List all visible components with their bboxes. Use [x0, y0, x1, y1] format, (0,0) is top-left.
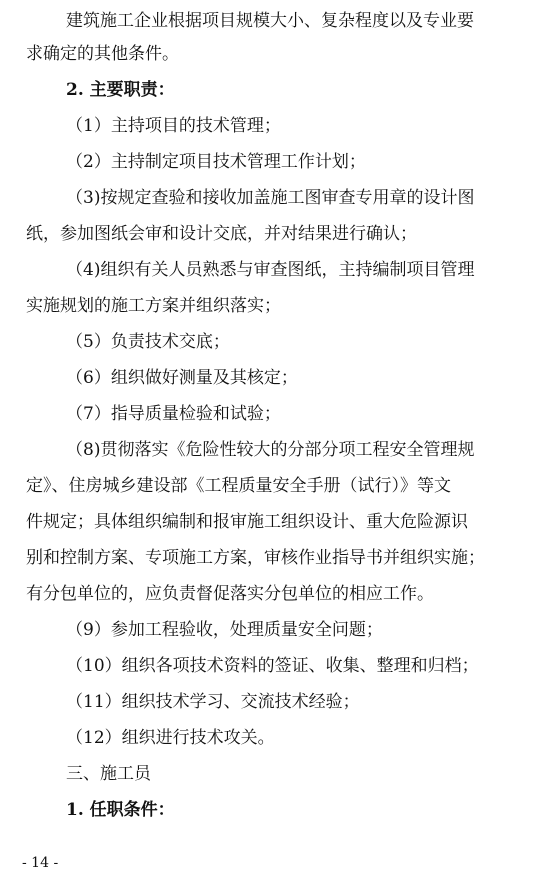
list-item-continuation: 实施规划的施工方案并组织落实； — [26, 296, 281, 316]
list-item: （8)贯彻落实《危险性较大的分部分项工程安全管理规 — [66, 440, 475, 460]
list-item: （2）主持制定项目技术管理工作计划； — [66, 152, 366, 172]
list-item-continuation: 纸，参加图纸会审和设计交底，并对结果进行确认； — [26, 224, 417, 244]
list-item-continuation: 别和控制方案、专项施工方案，审核作业指导书并组织实施； — [26, 548, 485, 568]
list-item: （1）主持项目的技术管理； — [66, 116, 281, 136]
list-item-continuation: 定》、住房城乡建设部《工程质量安全手册（试行）》等文 — [26, 476, 451, 496]
section-heading: 1. 任职条件： — [66, 800, 175, 820]
list-item: （4)组织有关人员熟悉与审查图纸，主持编制项目管理 — [66, 260, 475, 280]
list-item: （6）组织做好测量及其核定； — [66, 368, 298, 388]
page-number: - 14 - — [22, 855, 59, 871]
list-item-continuation: 件规定；具体组织编制和报审施工组织设计、重大危险源识 — [26, 512, 468, 532]
section-heading: 2. 主要职责： — [66, 80, 175, 100]
list-item: （5）负责技术交底； — [66, 332, 230, 352]
list-item: （9）参加工程验收，处理质量安全问题； — [66, 620, 383, 640]
list-item: （7）指导质量检验和试验； — [66, 404, 281, 424]
list-item: （3)按规定查验和接收加盖施工图审查专用章的设计图 — [66, 188, 475, 208]
text-line: 建筑施工企业根据项目规模大小、复杂程度以及专业要 — [66, 11, 474, 31]
text-line: 求确定的其他条件。 — [26, 44, 179, 64]
list-item: （10）组织各项技术资料的签证、收集、整理和归档； — [66, 656, 479, 676]
list-item: （12）组织进行技术攻关。 — [66, 728, 275, 748]
list-item-continuation: 有分包单位的，应负责督促落实分包单位的相应工作。 — [26, 584, 434, 604]
list-item: （11）组织技术学习、交流技术经验； — [66, 692, 360, 712]
chapter-heading: 三、施工员 — [66, 764, 151, 784]
